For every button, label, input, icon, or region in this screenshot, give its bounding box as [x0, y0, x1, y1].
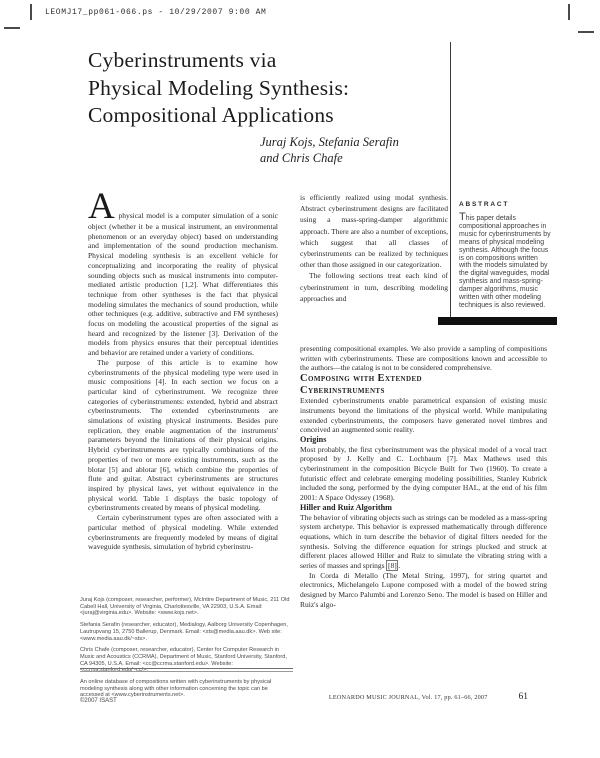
page-number: 61 — [518, 692, 528, 702]
author-footnotes — [80, 597, 292, 704]
article-title-line-2: Physical Modeling Synthesis: — [88, 75, 350, 100]
author-byline — [260, 135, 460, 166]
body-column-left — [88, 186, 279, 552]
article-title — [88, 47, 468, 130]
paragraph-hiller-ruiz: The behavior of vibrating objects such as strings can be modeled as a mass-spring system archetype. This behavior is expressed mathematically through difference equations, which in turn describe the behavior of digital filters needed for the synthesis. Solving the difference equation for strings plucked and struck at different places allowed Hiller and Ruiz to simulate the vibrating string with a series of masses and springs [8] . — [300, 512, 547, 571]
raised-initial-cap: A — [88, 186, 116, 227]
journal-footer — [300, 692, 528, 702]
footnote-double-rule — [80, 668, 293, 672]
body-column-middle-narrow — [300, 192, 448, 304]
paragraph-extended-cyberinstruments: Extended cyberinstruments enable parametrical expansion of existing music instruments beyond the limitations of the physical world. While manipulating extended cyberinstruments, the composers have generated novel timbres and conceived an augmented sonic reality. — [300, 396, 547, 435]
copyright-notice: ©2007 ISAST — [80, 698, 117, 704]
footnote-database: An online database of compositions written with cyberinstruments by physical modeling synthesis along with other information concerning the topic can be accessed at <www.cyberinstruments.net>. — [80, 679, 272, 699]
author-byline-line-2: and Chris Chafe — [260, 150, 343, 165]
body-column-middle-wide — [300, 344, 547, 610]
paragraph-purpose: The purpose of this article is to examine how cyberinstruments of the physical modeling type were used in music compositions [4]. In each section we focus on a particular kind of cyberinstrument. We recognize three categories of cyberinstruments: extended, hybrid and abstract cyberinstruments. The extended cyberinstruments are simulations of existing physical instruments. Besides pure replication, they enable augmentation of the instruments' parameters beyond the limitations of their physical origins. Hybrid cyberinstruments are typically combinations of the properties of two or more existing instruments, such as the blotar [5] and ablotar [6], which combine the properties of flute and guitar. Abstract cyberinstruments are structures inspired by physical laws, yet without equivalence in the physical world. Table 1 displays the basic topology of cyberinstruments created by means of physical modeling. — [88, 357, 278, 513]
abstract-raised-cap: T — [459, 211, 466, 223]
reference-link-8[interactable]: [8] — [387, 561, 397, 571]
abstract-bottom-bar — [438, 317, 557, 325]
paragraph-intro: A physical model is a computer simulation of a sonic object (whether it be a musical instrument, an environmental phenomenon or an everyday object) based on understanding and implementation of the sound production mechanism. Physical modeling synthesis is an excellent vehicle for conceptualizing and incorporating the reality of physical sounding objects such as musical instruments into computer-mediated artistic production [1,2]. What differentiates this technique from other syntheses is the fact that physical modeling simulates the mechanics of sound production, while other techniques (e.g. additive, subtractive and FM syntheses) focus on modeling the acoustical properties of the signal as heard and recognized by the listener [3]. Derivation of the models from physics ensures that their perceptual identities and behavior are retained under a variety of conditions. — [88, 186, 279, 358]
abstract-box — [459, 201, 551, 310]
footnote-kojs: Juraj Kojs (composer, researcher, performer), McIntire Department of Music, 211 Old Cabell Hall, University of Virginia, Charlottesville, VA 22903, U.S.A. Email: <juraj@virginia.edu>. Website: <www.kojs.net>. — [80, 597, 290, 617]
abstract-heading: ABSTRACT — [459, 201, 510, 208]
crop-mark-top-right-vertical — [568, 4, 570, 20]
paragraph-following-sections: The following sections treat each kind of cyberinstrument in turn, describing modeling approaches and — [300, 271, 448, 303]
crop-mark-top-left-vertical — [30, 4, 32, 20]
article-title-line-1: Cyberinstruments via — [88, 48, 277, 72]
paragraph-modal-synthesis: is efficiently realized using modal synthesis. Abstract cyberinstrument designs are facilitated using a mass-spring-damper algorithmic approach. There are also a number of exceptions, which suggest that all classes of cyberinstruments can be realized by techniques other than those assigned in our categorization. — [300, 193, 448, 270]
footnote-serafin: Stefania Serafin (researcher, educator), Medialogy, Aalborg University Copenhagen, Lautrupvang 15, 2750 Ballerup, Denmark. Email: <sts@media.aau.dk>. Web site: <www.media.aau.dk/~sts>. — [80, 622, 288, 642]
footnote-chafe: Chris Chafe (composer, researcher, educator), Center for Computer Research in Music and Acoustics (CCRMA), Department of Music, Stanford University, Stanford, CA 94305, U.S.A. Email: <cc@ccrma.stanford.edu>. Website: <ccrma.stanford.edu/~cc/>. — [80, 647, 287, 674]
paragraph-methods: Certain cyberinstrument types are often associated with a particular method of physical modeling. While extended cyberinstruments are frequently modeled by means of digital waveguide synthesis, simulation of hybrid cyberinstru- — [88, 513, 278, 552]
crop-mark-top-left-horizontal — [4, 27, 20, 29]
paragraph-origins: Most probably, the first cyberinstrument was the physical model of a vocal tract proposed by J. Kelly and C. Lochbaum [7]. Max Mathews used this cyberinstrument in the composition Bicycle Built for Two (1960). To create a futuristic effect and celebrate emerging modeling possibilities, Stanley Kubrick included the song, performed by the dying computer HAL, at the end of his film 2001: A Space Odyssey (1968). — [300, 444, 547, 503]
paragraph-corda-di-metallo: In Corda di Metallo (The Metal String, 1997), for string quartet and electronics, Michelangelo Lupone composed with a model of the bowed string designed by Marco Palumbi and Lorenzo Seno. The model is based on Hiller and Ruiz's algo- — [300, 570, 547, 609]
author-byline-line-1: Juraj Kojs, Stefania Serafin — [260, 135, 399, 149]
crop-mark-top-right-horizontal — [578, 31, 594, 33]
subheading-origins: Origins — [300, 434, 327, 444]
section-heading-composing-extended: Composing with Extended Cyberinstruments — [300, 373, 422, 396]
subheading-hiller-ruiz: Hiller and Ruiz Algorithm — [300, 502, 392, 512]
abstract-text: This paper details compositional approaches in music for cyberinstruments by means of physical modeling synthesis. Although the focus is on compositions written with the models simulated by the digital waveguides, modal synthesis and mass-spring-damper algorithms, music written with other modeling techniques is also reviewed. — [459, 211, 551, 309]
print-header-filename: LEOMJ17_pp061-066.ps - 10/29/2007 9:00 AM — [45, 8, 267, 17]
paragraph-catalog: presenting compositional examples. We also provide a sampling of compositions written with cyberinstruments. These are compositions known and accessible to the authors—the catalog is not to be considered comprehensive. — [300, 344, 547, 373]
article-title-line-3: Compositional Applications — [88, 103, 334, 127]
abstract-divider-rule — [450, 42, 451, 318]
journal-citation: LEONARDO MUSIC JOURNAL, Vol. 17, pp. 61–66, 2007 — [328, 694, 488, 701]
